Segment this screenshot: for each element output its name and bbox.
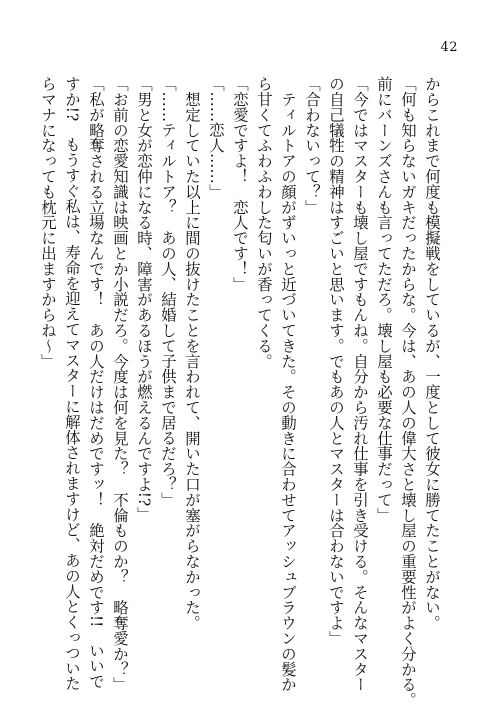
- text-line: 「私が略奪される立場なんです！ あの人だけはだめですッ！ 絶対だめです!! いいで: [87, 76, 105, 689]
- text-line: 前にバーンズさんも言ってただろ。壊し屋も必要な仕事だって」: [375, 76, 393, 523]
- text-line: 「……ティルトア？ あの人、結婚して子供まで居るだろ？」: [159, 76, 177, 508]
- text-line: 想定していた以上に間の抜けたことを言われて、開いた口が塞がらなかった。: [183, 76, 201, 631]
- page-number: 42: [440, 40, 458, 55]
- text-line: 「今ではマスターも壊し屋ですもんね。自分から汚れ仕事を引き受ける。そんなマスター: [351, 76, 369, 692]
- text-line: ティルトアの顔がずいっと近づいてきた。その動きに合わせてアッシュブラウンの髪か: [279, 76, 297, 692]
- text-line: 「……恋人……」: [207, 76, 225, 200]
- text-line: すか!? もうすぐ私は、寿命を迎えてマスターに解体されますけど、あの人とくっついた: [63, 76, 81, 692]
- text-line: 「何も知らないガキだったからな。今は、あの人の偉大さと壊し屋の重要性がよく分かる。: [399, 76, 417, 707]
- text-line: 「男と女が恋仲になる時、障害があるほうが燃えるんですよ!?」: [135, 76, 153, 522]
- body-text: [39, 76, 444, 707]
- text-line: らマナになっても枕元に出ますからね～」: [39, 76, 57, 369]
- text-line: ら甘くてふわふわした匂いが香ってくる。: [255, 76, 273, 369]
- text-line: 「合わないって？」: [303, 76, 321, 215]
- text-line: の自己犠牲の精神はすごいと思います。でもあの人とマスターは合わないですよ」: [327, 76, 345, 646]
- text-line: 「お前の恋愛知識は映画とか小説だろ。今度は何を見た？ 不倫ものか？ 略奪愛か？」: [111, 76, 129, 692]
- text-line: からこれまで何度も模擬戦をしているが、一度として彼女に勝てたことがない。: [423, 76, 441, 631]
- text-line: 「恋愛ですよ！ 恋人です！」: [231, 76, 249, 292]
